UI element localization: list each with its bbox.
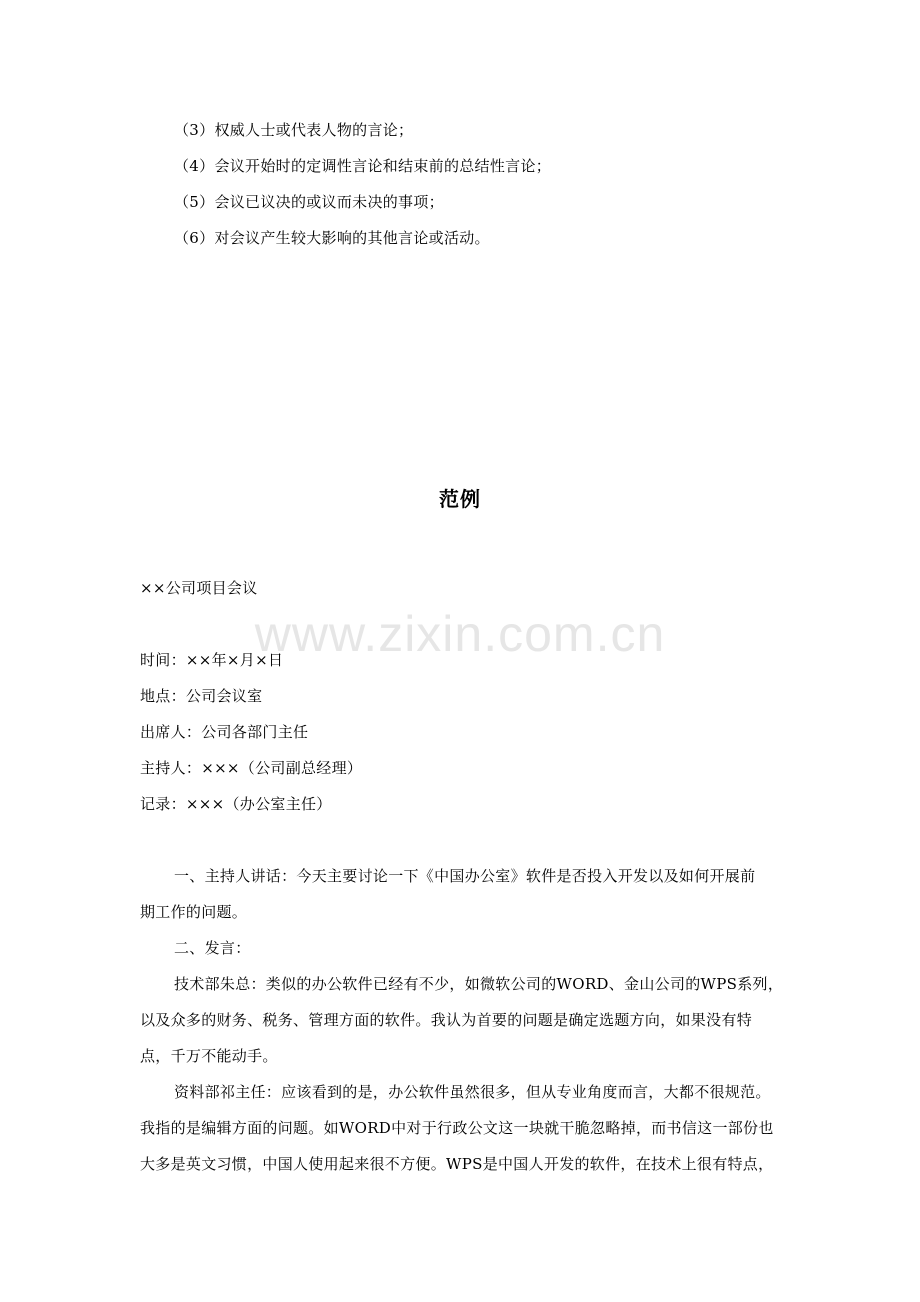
paragraph-line: 技术部朱总：类似的办公软件已经有不少，如微软公司的WORD、金山公司的WPS系列， [174, 975, 784, 993]
list-item: （5）会议已议决的或议而未决的事项； [174, 193, 444, 211]
meeting-time: 时间：××年×月×日 [140, 651, 284, 669]
section-title: 范例 [439, 487, 481, 511]
paragraph-line: 二、发言： [174, 939, 251, 957]
paragraph-line: 一、主持人讲话：今天主要讨论一下《中国办公室》软件是否投入开发以及如何开展前 [174, 867, 756, 885]
paragraph-line: 以及众多的财务、税务、管理方面的软件。我认为首要的问题是确定选题方向，如果没有特 [140, 1011, 753, 1029]
list-item: （3）权威人士或代表人物的言论； [174, 121, 414, 139]
list-item: （6）对会议产生较大影响的其他言论或活动。 [174, 229, 490, 247]
paragraph-line: 大多是英文习惯，中国人使用起来很不方便。WPS是中国人开发的软件，在技术上很有特点， [140, 1155, 774, 1173]
paragraph-line: 资料部祁主任：应该看到的是，办公软件虽然很多，但从专业角度而言，大都不很规范。 [174, 1083, 771, 1101]
meeting-host: 主持人：×××（公司副总经理） [140, 759, 363, 777]
meeting-recorder: 记录：×××（办公室主任） [140, 795, 332, 813]
meeting-attendees: 出席人：公司各部门主任 [140, 723, 309, 741]
meeting-name: ××公司项目会议 [140, 579, 258, 597]
paragraph-line: 我指的是编辑方面的问题。如WORD中对于行政公文这一块就干脆忽略掉，而书信这一部份也 [140, 1119, 774, 1137]
list-item: （4）会议开始时的定调性言论和结束前的总结性言论； [174, 157, 552, 175]
watermark-text: www.zixin.com.cn [254, 606, 666, 662]
paragraph-line: 点，千万不能动手。 [140, 1047, 278, 1065]
meeting-place: 地点：公司会议室 [140, 687, 263, 705]
paragraph-line: 期工作的问题。 [140, 903, 248, 921]
